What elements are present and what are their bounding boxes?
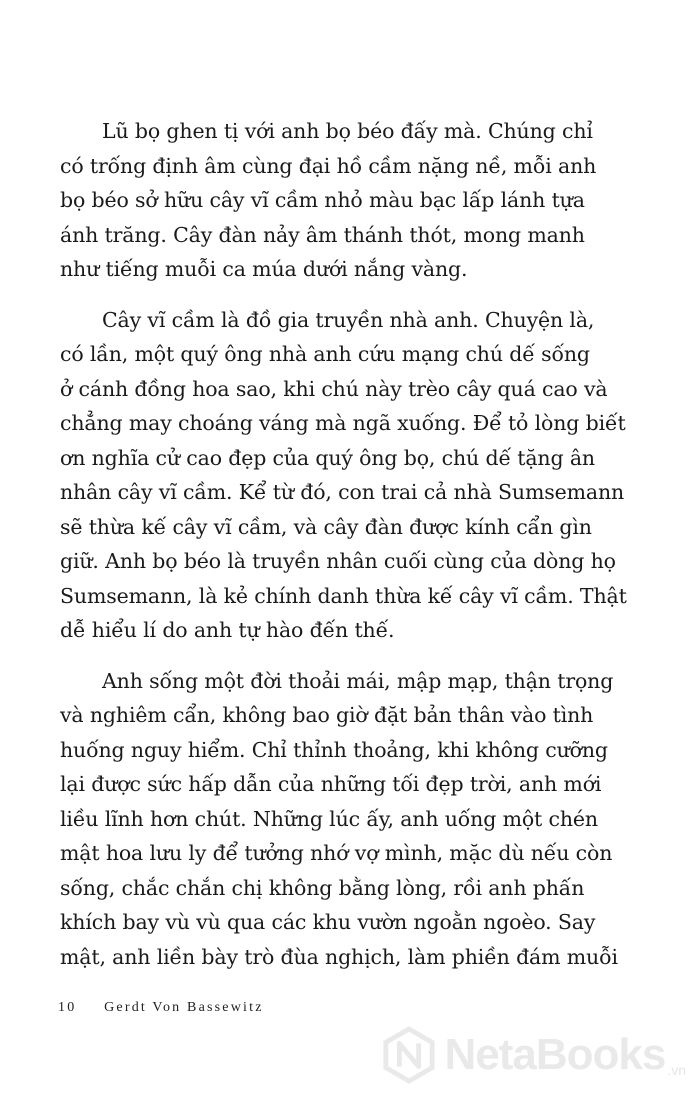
text-line: dễ hiểu lí do anh tự hào đến thế. xyxy=(60,618,395,642)
page-footer xyxy=(58,1000,264,1016)
text-line: mật hoa lưu ly để tưởng nhớ vợ mình, mặc dù nếu còn xyxy=(60,841,613,865)
paragraph xyxy=(60,114,640,287)
text-line: chẳng may choáng váng mà ngã xuống. Để tỏ lòng biết xyxy=(60,411,626,435)
text-line: sẽ thừa kế cây vĩ cầm, và cây đàn được kính cẩn gìn xyxy=(60,514,592,539)
text-line: liều lĩnh hơn chút. Những lúc ấy, anh uống một chén xyxy=(60,806,598,831)
running-footer-author: Gerdt Von Bassewitz xyxy=(104,1000,264,1015)
watermark-brand: NetaBooks xyxy=(444,1030,666,1079)
text-line: có lần, một quý ông nhà anh cứu mạng chú dế sống xyxy=(60,342,590,366)
book-page-text xyxy=(60,114,640,990)
text-line: Cây vĩ cầm là đồ gia truyền nhà anh. Chuyện là, xyxy=(102,307,595,332)
text-line: sống, chắc chắn chị không bằng lòng, rồi anh phấn xyxy=(60,875,585,900)
netabooks-watermark xyxy=(380,1026,686,1084)
text-line: nhân cây vĩ cầm. Kể từ đó, con trai cả nhà Sumsemann xyxy=(60,480,625,504)
text-line: lại được sức hấp dẫn của những tối đẹp trời, anh mới xyxy=(60,772,602,796)
text-line: ở cánh đồng hoa sao, khi chú này trèo cây quá cao và xyxy=(60,376,608,401)
text-line: ánh trăng. Cây đàn nảy âm thánh thót, mong manh xyxy=(60,222,585,247)
text-line: Anh sống một đời thoải mái, mập mạp, thận trọng xyxy=(102,668,614,693)
text-line: ơn nghĩa cử cao đẹp của quý ông bọ, chú dế tặng ân xyxy=(60,445,595,470)
paragraph xyxy=(60,303,640,648)
text-line: huống nguy hiểm. Chỉ thỉnh thoảng, khi không cưỡng xyxy=(60,737,608,762)
text-line: có trống định âm cùng đại hồ cầm nặng nề, mỗi anh xyxy=(60,153,597,178)
netabooks-logo-icon xyxy=(380,1026,438,1084)
text-line: và nghiêm cẩn, không bao giờ đặt bản thân vào tình xyxy=(60,703,594,727)
text-line: Sumsemann, là kẻ chính danh thừa kế cây vĩ cầm. Thật xyxy=(60,583,627,608)
page-number: 10 xyxy=(58,1000,77,1015)
watermark-tld: .vn xyxy=(667,1062,686,1078)
text-line: giữ. Anh bọ béo là truyền nhân cuối cùng của dòng họ xyxy=(60,549,616,573)
paragraph xyxy=(60,664,640,975)
text-line: khích bay vù vù qua các khu vườn ngoằn ngoèo. Say xyxy=(60,910,596,934)
text-line: bọ béo sở hữu cây vĩ cầm nhỏ màu bạc lấp lánh tựa xyxy=(60,188,585,212)
text-line: như tiếng muỗi ca múa dưới nắng vàng. xyxy=(60,257,468,281)
text-line: Lũ bọ ghen tị với anh bọ béo đấy mà. Chúng chỉ xyxy=(102,119,593,143)
text-line: mật, anh liền bày trò đùa nghịch, làm phiền đám muỗi xyxy=(60,944,618,969)
